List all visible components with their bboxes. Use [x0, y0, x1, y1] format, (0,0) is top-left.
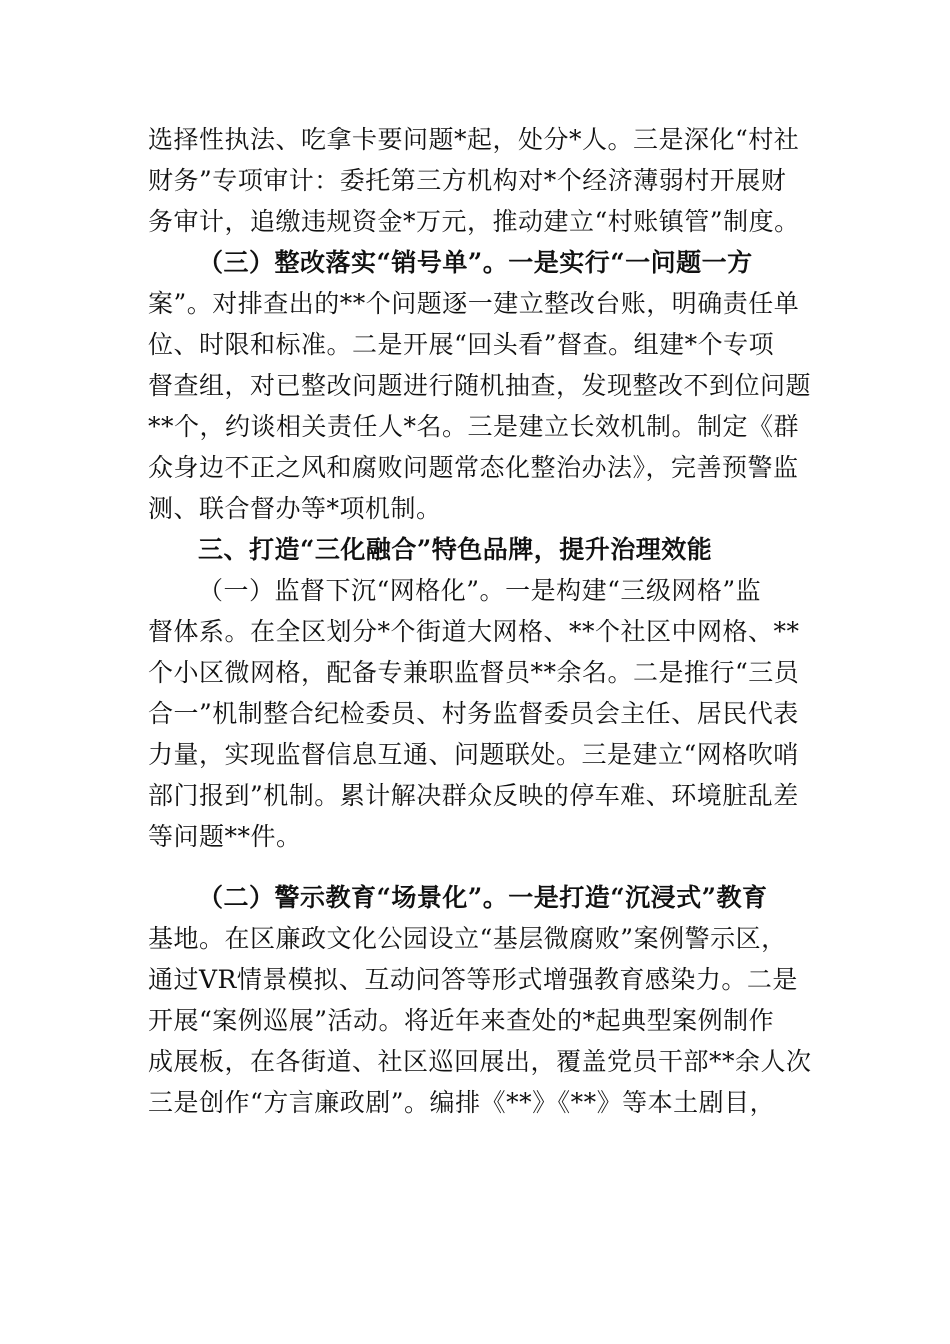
paragraph-line: （一）监督下沉“网格化”。一是构建“三级网格”监 — [198, 576, 762, 605]
paragraph-line: 成展板，在各街道、社区巡回展出，覆盖党员干部**余人次 — [148, 1047, 812, 1076]
paragraph-line: 个小区微网格，配备专兼职监督员**余名。二是推行“三员 — [148, 658, 800, 687]
section-heading-3: （三）整改落实“销号单”。一是实行“一问题一方 — [198, 248, 753, 277]
paragraph-line: 部门报到”机制。累计解决群众反映的停车难、环境脏乱差 — [148, 781, 799, 810]
paragraph-line: 务审计，追缴违规资金*万元，推动建立“村账镇管”制度。 — [148, 207, 800, 236]
paragraph-line: 合一”机制整合纪检委员、村务监督委员会主任、居民代表 — [148, 699, 799, 728]
paragraph-line: 等问题**件。 — [148, 822, 302, 851]
paragraph-line: 众身边不正之风和腐败问题常态化整治办法》，完善预警监 — [148, 453, 799, 482]
paragraph-line: 督查组，对已整改问题进行随机抽查，发现整改不到位问题 — [148, 371, 812, 400]
paragraph-line: 督体系。在全区划分*个街道大网格、**个社区中网格、** — [148, 617, 800, 646]
section-heading-2: （二）警示教育“场景化”。一是打造“沉浸式”教育 — [198, 883, 768, 912]
paragraph-line: 财务”专项审计：委托第三方机构对*个经济薄弱村开展财 — [148, 166, 787, 195]
paragraph-line: 选择性执法、吃拿卡要问题*起，处分*人。三是深化“村社 — [148, 125, 800, 154]
chapter-heading: 三、打造“三化融合”特色品牌，提升治理效能 — [198, 535, 713, 564]
paragraph-line: 开展“案例巡展”活动。将近年来查处的*起典型案例制作 — [148, 1006, 775, 1035]
paragraph-line: 三是创作“方言廉政剧”。编排《**》《**》等本土剧目， — [148, 1088, 776, 1117]
paragraph-line: **个，约谈相关责任人*名。三是建立长效机制。制定《群 — [148, 412, 800, 441]
paragraph-line: 基地。在区廉政文化公园设立“基层微腐败”案例警示区， — [148, 924, 787, 953]
paragraph-line: 位、时限和标准。二是开展“回头看”督查。组建*个专项 — [148, 330, 775, 359]
paragraph-line: 测、联合督办等*项机制。 — [148, 494, 442, 523]
paragraph-line: 通过VR情景模拟、互动问答等形式增强教育感染力。二是 — [148, 965, 798, 994]
paragraph-line: 案”。对排查出的**个问题逐一建立整改台账，明确责任单 — [148, 289, 800, 318]
paragraph-line: 力量，实现监督信息互通、问题联处。三是建立“网格吹哨 — [148, 740, 799, 769]
